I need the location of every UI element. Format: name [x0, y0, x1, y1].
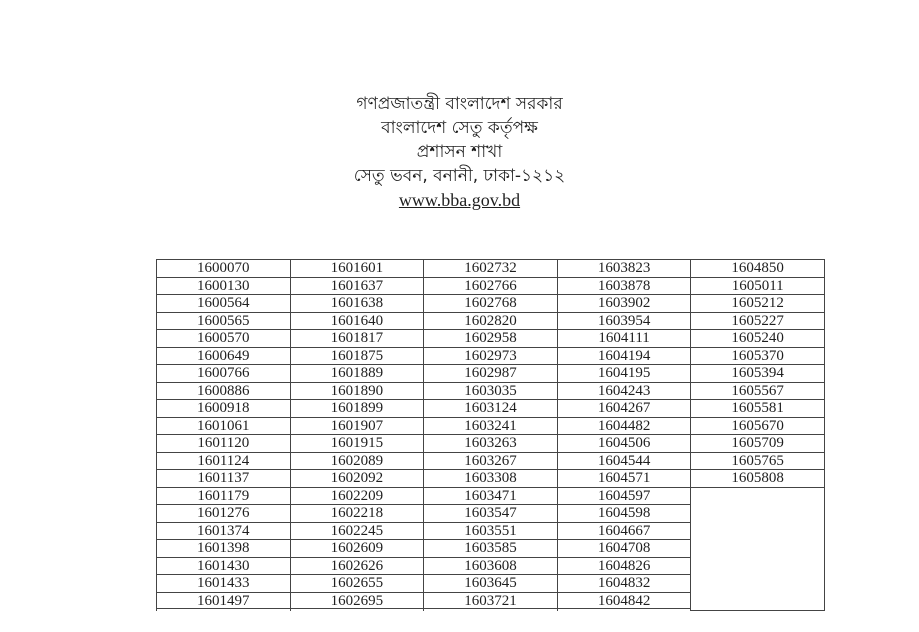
table-cell: 1603551	[424, 522, 557, 540]
table-cell: 1602209	[291, 487, 424, 505]
empty-cell	[691, 487, 824, 612]
table-cell: 1605567	[691, 382, 824, 400]
table-cell: 1601915	[291, 434, 424, 452]
table-cell: 1602245	[291, 522, 424, 540]
table-cell: 1604544	[558, 452, 691, 470]
table-cell: 1601601	[291, 259, 424, 277]
table-cell: 1601276	[157, 504, 290, 522]
table-cell: 1604598	[558, 504, 691, 522]
table-cell: 1603721	[424, 592, 557, 610]
table-cell: 1602609	[291, 539, 424, 557]
table-cell: 1603645	[424, 574, 557, 592]
table-cell: 1601497	[157, 592, 290, 610]
table-cell: 1601890	[291, 382, 424, 400]
table-column	[558, 259, 692, 611]
table-cell: 1605240	[691, 329, 824, 347]
table-cell: 1603308	[424, 469, 557, 487]
document-header	[0, 92, 919, 212]
table-cell: 1605011	[691, 277, 824, 295]
table-cell: 1602695	[291, 592, 424, 610]
table-cell: 1603241	[424, 417, 557, 435]
table-column	[157, 259, 291, 611]
table-cell: 1602089	[291, 452, 424, 470]
table-cell: 1605370	[691, 347, 824, 365]
table-cell: 1603608	[424, 557, 557, 575]
table-cell: 1600564	[157, 294, 290, 312]
section-name: প্রশাসন শাখা	[416, 142, 503, 162]
address: সেতু ভবন, বনানী, ঢাকা-১২১২	[353, 166, 566, 186]
table-cell: 1604850	[691, 259, 824, 277]
table-cell: 1603585	[424, 539, 557, 557]
table-cell: 1602732	[424, 259, 557, 277]
table-cell: 1601907	[291, 417, 424, 435]
table-cell: 1602987	[424, 364, 557, 382]
table-cell: 1604267	[558, 399, 691, 417]
table-cell: 1604667	[558, 522, 691, 540]
table-cell: 1603547	[424, 504, 557, 522]
website-link[interactable]: www.bba.gov.bd	[398, 190, 521, 210]
table-cell: 1601638	[291, 294, 424, 312]
table-cell: 1604826	[558, 557, 691, 575]
table-cell: 1605709	[691, 434, 824, 452]
table-cell: 1605808	[691, 469, 824, 487]
table-cell: 1601120	[157, 434, 290, 452]
table-cell: 1600130	[157, 277, 290, 295]
table-cell: 1601640	[291, 312, 424, 330]
table-cell: 1601137	[157, 469, 290, 487]
table-cell: 1601433	[157, 574, 290, 592]
table-column	[691, 259, 825, 611]
table-cell: 1600766	[157, 364, 290, 382]
table-cell: 1604506	[558, 434, 691, 452]
table-cell: 1602655	[291, 574, 424, 592]
table-cell: 1604482	[558, 417, 691, 435]
table-cell: 1601875	[291, 347, 424, 365]
table-cell: 1603124	[424, 399, 557, 417]
table-cell: 1600565	[157, 312, 290, 330]
table-cell: 1604708	[558, 539, 691, 557]
table-cell: 1603902	[558, 294, 691, 312]
table-cell: 1602768	[424, 294, 557, 312]
table-cell: 1604571	[558, 469, 691, 487]
table-cell: 1605765	[691, 452, 824, 470]
table-cell: 1601637	[291, 277, 424, 295]
table-cell: 1605581	[691, 399, 824, 417]
table-cell: 1604194	[558, 347, 691, 365]
table-cell: 1604243	[558, 382, 691, 400]
table-cell: 1600918	[157, 399, 290, 417]
table-cell: 1602973	[424, 347, 557, 365]
government-title: গণপ্রজাতন্ত্রী বাংলাদেশ সরকার	[356, 94, 563, 114]
table-cell: 1602626	[291, 557, 424, 575]
table-cell: 1602820	[424, 312, 557, 330]
table-cell: 1602766	[424, 277, 557, 295]
table-cell: 1600649	[157, 347, 290, 365]
table-cell: 1603878	[558, 277, 691, 295]
table-cell: 1604111	[558, 329, 691, 347]
table-cell: 1602218	[291, 504, 424, 522]
table-cell: 1605394	[691, 364, 824, 382]
table-cell: 1601124	[157, 452, 290, 470]
table-cell: 1603471	[424, 487, 557, 505]
table-cell: 1603267	[424, 452, 557, 470]
table-cell: 1604842	[558, 592, 691, 610]
table-cell: 1601817	[291, 329, 424, 347]
table-cell: 1601374	[157, 522, 290, 540]
table-cell: 1604832	[558, 574, 691, 592]
table-cell: 1604195	[558, 364, 691, 382]
table-cell: 1601889	[291, 364, 424, 382]
table-cell: 1601430	[157, 557, 290, 575]
table-cell: 1605212	[691, 294, 824, 312]
table-cell: 1601899	[291, 399, 424, 417]
authority-name: বাংলাদেশ সেতু কর্তৃপক্ষ	[381, 118, 538, 138]
table-cell: 1600570	[157, 329, 290, 347]
table-cell: 1603263	[424, 434, 557, 452]
table-cell: 1605670	[691, 417, 824, 435]
table-cell: 1602958	[424, 329, 557, 347]
table-cell: 1604597	[558, 487, 691, 505]
roll-number-table	[156, 259, 825, 611]
table-column	[291, 259, 425, 611]
table-cell: 1600070	[157, 259, 290, 277]
table-cell: 1601061	[157, 417, 290, 435]
table-column	[424, 259, 558, 611]
table-cell: 1602092	[291, 469, 424, 487]
table-cell: 1601179	[157, 487, 290, 505]
table-cell: 1603954	[558, 312, 691, 330]
table-cell: 1600886	[157, 382, 290, 400]
table-cell: 1605227	[691, 312, 824, 330]
table-cell: 1603823	[558, 259, 691, 277]
table-cell: 1603035	[424, 382, 557, 400]
table-cell: 1601398	[157, 539, 290, 557]
